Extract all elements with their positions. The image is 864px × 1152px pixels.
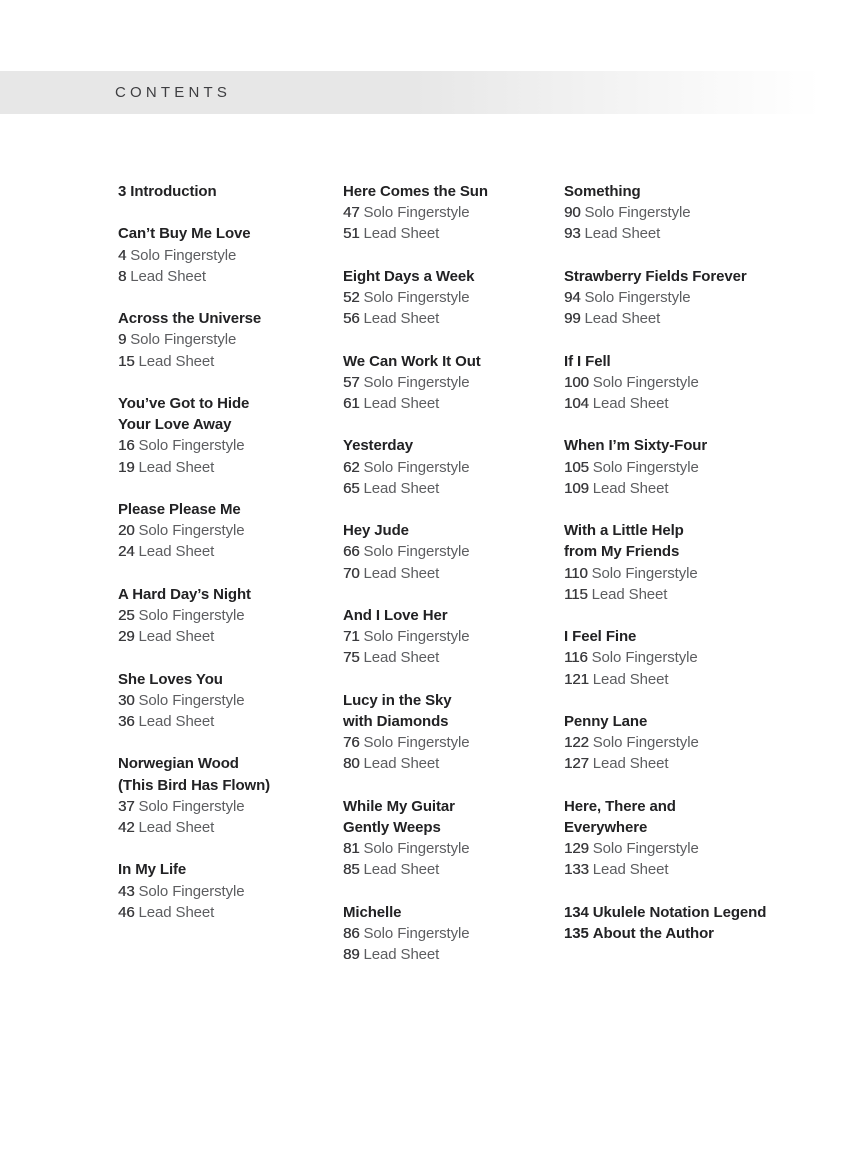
toc-entry — [343, 457, 554, 478]
page-number: 76 — [343, 734, 360, 752]
page-number: 99 — [564, 310, 581, 328]
page-number: 29 — [118, 628, 135, 646]
toc-group — [564, 626, 834, 690]
page-number: 86 — [343, 924, 360, 942]
entry-label: Lead Sheet — [592, 755, 669, 773]
page-number: 105 — [564, 458, 589, 476]
toc-entry — [343, 478, 554, 499]
song-title: Gently Weeps — [343, 818, 441, 836]
toc-entry — [564, 287, 834, 308]
toc-entry — [564, 393, 834, 414]
toc-entry — [118, 351, 333, 372]
song-title: And I Love Her — [343, 606, 448, 624]
page-number: 8 — [118, 267, 127, 285]
song-title: Here, There and — [564, 797, 676, 815]
toc-group — [118, 753, 333, 838]
entry-label: Introduction — [130, 183, 217, 200]
page-number: 109 — [564, 479, 589, 497]
entry-label: Solo Fingerstyle — [363, 289, 470, 306]
page-number: 4 — [118, 246, 127, 264]
toc-entry — [564, 372, 834, 393]
entry-label: Solo Fingerstyle — [363, 734, 470, 752]
entry-label: Solo Fingerstyle — [592, 458, 699, 476]
toc-group — [343, 435, 554, 499]
song-title: Here Comes the Sun — [343, 183, 488, 200]
toc-group — [564, 181, 834, 245]
toc-group — [564, 796, 834, 881]
page-number: 37 — [118, 797, 135, 815]
page-number: 104 — [564, 395, 589, 412]
entry-label: Lead Sheet — [138, 352, 215, 370]
entry-label: Solo Fingerstyle — [138, 437, 245, 455]
toc-entry — [564, 669, 834, 690]
contents-title: CONTENTS — [115, 84, 232, 101]
page-number: 93 — [564, 225, 581, 243]
toc-entry — [343, 393, 554, 414]
entry-label: Lead Sheet — [138, 903, 215, 921]
entry-label: Lead Sheet — [363, 395, 440, 412]
toc-entry — [343, 541, 554, 562]
toc-entry — [343, 753, 554, 774]
page-number: 51 — [343, 225, 360, 243]
page-number: 90 — [564, 204, 581, 222]
toc-group — [564, 520, 834, 605]
toc-group — [118, 584, 333, 648]
entry-label: Solo Fingerstyle — [363, 204, 470, 222]
entry-label: Solo Fingerstyle — [591, 649, 698, 667]
entry-label: Lead Sheet — [363, 310, 440, 328]
entry-label: Solo Fingerstyle — [363, 373, 470, 391]
toc-entry — [564, 647, 834, 668]
entry-label: Solo Fingerstyle — [130, 246, 237, 264]
page-number: 129 — [564, 840, 589, 858]
toc-entry — [343, 223, 554, 244]
toc-entry — [343, 287, 554, 308]
page-number: 115 — [564, 585, 588, 603]
page-number: 100 — [564, 373, 589, 391]
toc-group — [343, 351, 554, 415]
entry-label: Solo Fingerstyle — [363, 628, 470, 646]
page-number: 65 — [343, 479, 360, 497]
song-title: Please Please Me — [118, 500, 241, 518]
toc-entry — [343, 308, 554, 329]
toc-group — [343, 902, 554, 966]
toc-entry — [343, 626, 554, 647]
entry-label: About the Author — [592, 924, 714, 942]
entry-label: Solo Fingerstyle — [584, 289, 691, 306]
page-number: 52 — [343, 289, 360, 306]
page-number: 94 — [564, 289, 581, 306]
toc-entry — [118, 902, 333, 923]
entry-label: Ukulele Notation Legend — [592, 903, 767, 921]
toc-entry — [343, 202, 554, 223]
toc-entry — [343, 372, 554, 393]
toc-entry — [118, 796, 333, 817]
entry-label: Solo Fingerstyle — [584, 204, 691, 222]
page-number: 3 — [118, 183, 127, 200]
toc-entry — [564, 478, 834, 499]
entry-label: Solo Fingerstyle — [363, 840, 470, 858]
toc-entry — [564, 859, 834, 880]
page-number: 70 — [343, 564, 360, 582]
entry-label: Lead Sheet — [363, 755, 440, 773]
song-title: Hey Jude — [343, 522, 409, 540]
toc-entry — [118, 541, 333, 562]
song-title: When I’m Sixty-Four — [564, 437, 708, 455]
song-title: Your Love Away — [118, 416, 232, 434]
toc-group — [118, 669, 333, 733]
song-title: Penny Lane — [564, 712, 648, 730]
page-number: 71 — [343, 628, 360, 646]
toc-group — [564, 711, 834, 775]
page-number: 81 — [343, 840, 360, 858]
song-title: Everywhere — [564, 818, 648, 836]
page-number: 56 — [343, 310, 360, 328]
page-number: 20 — [118, 522, 135, 540]
toc-group — [118, 393, 333, 478]
song-title: I Feel Fine — [564, 628, 637, 646]
entry-label: Lead Sheet — [138, 458, 215, 476]
page-number: 135 — [564, 924, 589, 942]
toc-group — [564, 351, 834, 415]
toc-entry — [564, 308, 834, 329]
toc-group — [564, 266, 834, 330]
toc-column-left — [118, 181, 333, 944]
page-number: 62 — [343, 458, 360, 476]
toc-entry — [118, 457, 333, 478]
entry-label: Solo Fingerstyle — [592, 840, 699, 858]
entry-label: Lead Sheet — [363, 225, 440, 243]
entry-label: Solo Fingerstyle — [138, 691, 245, 709]
entry-label: Solo Fingerstyle — [363, 458, 470, 476]
toc-entry — [564, 902, 834, 923]
song-title: In My Life — [118, 861, 187, 879]
contents-header-band — [0, 71, 864, 114]
toc-entry — [118, 817, 333, 838]
toc-entry — [118, 329, 333, 350]
toc-group — [343, 520, 554, 584]
toc-entry — [564, 753, 834, 774]
toc-entry — [118, 711, 333, 732]
toc-column-right — [564, 181, 834, 965]
toc-entry — [564, 223, 834, 244]
entry-label: Solo Fingerstyle — [138, 882, 245, 900]
page-number: 80 — [343, 755, 360, 773]
song-title: She Loves You — [118, 670, 223, 688]
entry-label: Lead Sheet — [584, 225, 661, 243]
song-title: If I Fell — [564, 352, 611, 370]
page-number: 47 — [343, 204, 360, 222]
toc-entry — [564, 202, 834, 223]
toc-column-middle — [343, 181, 554, 987]
toc-group — [118, 181, 333, 202]
page-number: 89 — [343, 946, 360, 964]
toc-entry — [564, 732, 834, 753]
song-title: Yesterday — [343, 437, 413, 455]
song-title: (This Bird Has Flown) — [118, 776, 271, 794]
entry-label: Solo Fingerstyle — [138, 606, 245, 624]
song-title: Across the Universe — [118, 310, 262, 328]
entry-label: Lead Sheet — [592, 479, 669, 497]
page-number: 30 — [118, 691, 135, 709]
toc-entry — [343, 647, 554, 668]
song-title: Eight Days a Week — [343, 267, 475, 285]
page-number: 43 — [118, 882, 135, 900]
entry-label: Lead Sheet — [138, 818, 215, 836]
page-number: 116 — [564, 649, 588, 667]
page-number: 25 — [118, 606, 135, 624]
entry-label: Lead Sheet — [363, 479, 440, 497]
song-title: We Can Work It Out — [343, 352, 481, 370]
entry-label: Solo Fingerstyle — [592, 734, 699, 752]
entry-label: Solo Fingerstyle — [591, 564, 698, 582]
page-number: 24 — [118, 543, 135, 561]
entry-label: Lead Sheet — [138, 628, 215, 646]
toc-entry — [118, 690, 333, 711]
song-title: With a Little Help — [564, 522, 684, 540]
toc-group — [118, 859, 333, 923]
song-title: Strawberry Fields Forever — [564, 267, 747, 285]
song-title: While My Guitar — [343, 797, 455, 815]
toc-group — [564, 902, 834, 944]
song-title: Lucy in the Sky — [343, 691, 452, 709]
toc-entry — [343, 944, 554, 965]
page-number: 134 — [564, 903, 589, 921]
entry-label: Lead Sheet — [130, 267, 206, 285]
toc-entry — [118, 881, 333, 902]
entry-label: Lead Sheet — [592, 670, 669, 688]
entry-label: Lead Sheet — [363, 946, 440, 964]
toc-entry — [564, 457, 834, 478]
toc-entry — [343, 923, 554, 944]
page-number: 85 — [343, 861, 360, 879]
page-number: 75 — [343, 649, 360, 667]
toc-entry — [343, 732, 554, 753]
toc-entry — [118, 266, 333, 287]
toc-entry — [564, 584, 834, 605]
toc-entry — [118, 181, 333, 202]
song-title: with Diamonds — [343, 712, 449, 730]
entry-label: Lead Sheet — [584, 310, 661, 328]
toc-entry — [564, 923, 834, 944]
entry-label: Lead Sheet — [592, 395, 669, 412]
toc-entry — [118, 605, 333, 626]
toc-group — [343, 605, 554, 669]
page-number: 46 — [118, 903, 135, 921]
entry-label: Solo Fingerstyle — [592, 373, 699, 391]
entry-label: Lead Sheet — [363, 861, 440, 879]
toc-group — [343, 796, 554, 881]
page-number: 133 — [564, 861, 589, 879]
toc-group — [564, 435, 834, 499]
page-number: 9 — [118, 331, 127, 349]
entry-label: Lead Sheet — [592, 861, 669, 879]
entry-label: Solo Fingerstyle — [130, 331, 237, 349]
toc-entry — [564, 838, 834, 859]
entry-label: Solo Fingerstyle — [363, 924, 470, 942]
toc-entry — [118, 520, 333, 541]
toc-group — [343, 266, 554, 330]
song-title: Michelle — [343, 903, 402, 921]
page-number: 42 — [118, 818, 135, 836]
toc-group — [118, 499, 333, 563]
toc-entry — [118, 435, 333, 456]
toc-entry — [343, 838, 554, 859]
page-number: 61 — [343, 395, 360, 412]
page-number: 16 — [118, 437, 135, 455]
song-title: Norwegian Wood — [118, 755, 239, 773]
song-title: Can’t Buy Me Love — [118, 225, 251, 243]
toc-entry — [343, 859, 554, 880]
entry-label: Lead Sheet — [363, 649, 440, 667]
toc-entry — [343, 563, 554, 584]
toc-group — [343, 181, 554, 245]
entry-label: Solo Fingerstyle — [363, 543, 470, 561]
song-title: Something — [564, 183, 641, 200]
entry-label: Lead Sheet — [363, 564, 440, 582]
page-number: 127 — [564, 755, 589, 773]
page-number: 36 — [118, 712, 135, 730]
song-title: from My Friends — [564, 543, 680, 561]
entry-label: Solo Fingerstyle — [138, 797, 245, 815]
entry-label: Lead Sheet — [138, 543, 215, 561]
song-title: A Hard Day’s Night — [118, 585, 251, 603]
page-number: 110 — [564, 564, 588, 582]
entry-label: Lead Sheet — [591, 585, 668, 603]
toc-group — [343, 690, 554, 775]
toc-group — [118, 223, 333, 287]
entry-label: Solo Fingerstyle — [138, 522, 245, 540]
toc-entry — [118, 626, 333, 647]
page-number: 15 — [118, 352, 135, 370]
page-number: 19 — [118, 458, 135, 476]
page-number: 122 — [564, 734, 589, 752]
page-number: 66 — [343, 543, 360, 561]
song-title: You’ve Got to Hide — [118, 394, 250, 412]
toc-entry — [564, 563, 834, 584]
page-number: 121 — [564, 670, 589, 688]
entry-label: Lead Sheet — [138, 712, 215, 730]
toc-entry — [118, 245, 333, 266]
toc-group — [118, 308, 333, 372]
page-number: 57 — [343, 373, 360, 391]
